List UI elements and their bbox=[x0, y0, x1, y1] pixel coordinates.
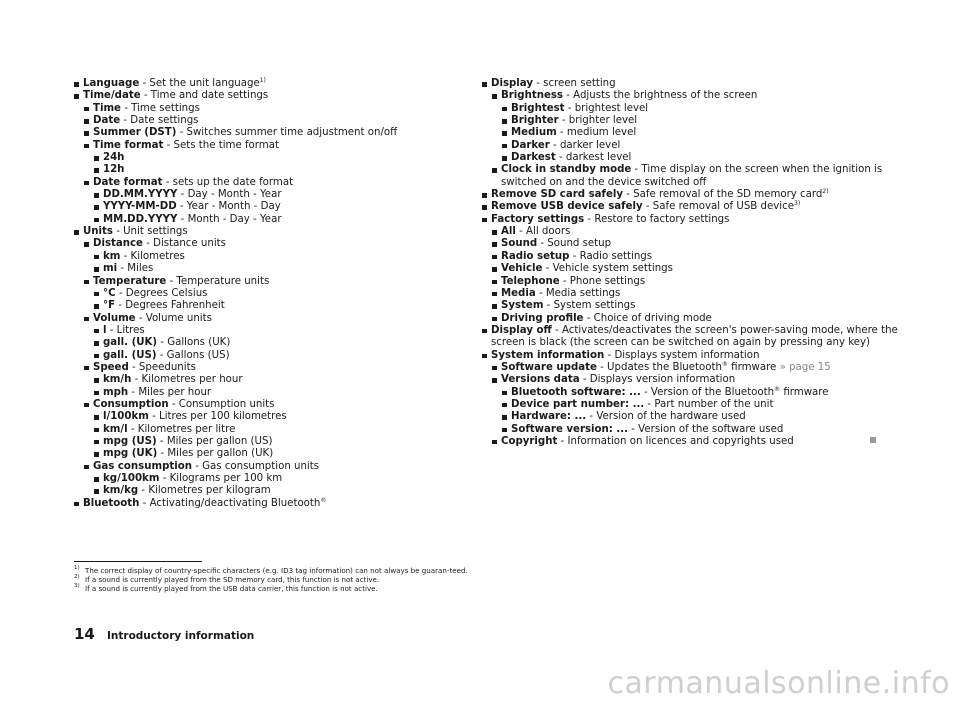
list-item bbox=[74, 127, 474, 139]
item-term: Language bbox=[83, 78, 140, 89]
bullet-icon bbox=[84, 119, 89, 124]
list-item bbox=[74, 498, 474, 510]
list-item bbox=[482, 288, 902, 300]
bullet-icon bbox=[74, 502, 79, 507]
bullet-icon bbox=[84, 317, 89, 322]
item-description: - Unit settings bbox=[112, 226, 188, 238]
list-item bbox=[482, 374, 902, 386]
item-term: gall. (US) bbox=[103, 349, 157, 361]
item-term: Medium bbox=[511, 127, 557, 139]
list-item bbox=[74, 350, 474, 362]
item-description: - Degrees Celsius bbox=[115, 287, 208, 299]
list-item bbox=[482, 362, 902, 374]
footnote bbox=[74, 566, 469, 575]
bullet-icon bbox=[492, 280, 497, 285]
item-description: - Adjusts the brightness of the screen bbox=[563, 90, 758, 102]
bullet-icon bbox=[94, 156, 99, 161]
item-term: Brighter bbox=[511, 115, 559, 127]
item-description: - Switches summer time adjustment on/off bbox=[176, 127, 398, 139]
list-item bbox=[74, 448, 474, 460]
item-description: - Consumption units bbox=[168, 398, 275, 410]
bullet-icon bbox=[94, 304, 99, 309]
bullet-icon bbox=[502, 119, 507, 124]
item-term: Brightness bbox=[501, 90, 563, 102]
item-description: - Updates the Bluetooth bbox=[596, 361, 722, 373]
item-description: - Set the unit language bbox=[139, 78, 260, 89]
item-description: - Volume units bbox=[135, 312, 212, 324]
list-item bbox=[482, 226, 902, 238]
item-description: - Gas consumption units bbox=[191, 460, 320, 472]
item-description: - Sets the time format bbox=[163, 139, 279, 151]
list-item bbox=[74, 374, 474, 386]
item-term: Consumption bbox=[93, 398, 169, 410]
item-term: Time format bbox=[93, 139, 164, 151]
bullet-icon bbox=[94, 477, 99, 482]
item-term: kg/100km bbox=[103, 473, 160, 484]
item-description: - Phone settings bbox=[559, 275, 646, 287]
list-item bbox=[74, 238, 474, 250]
item-term: Software update bbox=[501, 361, 597, 373]
list-item bbox=[74, 288, 474, 300]
item-description: - Miles per hour bbox=[128, 386, 212, 398]
list-item bbox=[482, 313, 902, 325]
bullet-icon bbox=[84, 242, 89, 247]
item-term: YYYY-MM-DD bbox=[103, 201, 177, 213]
item-description: - System settings bbox=[543, 300, 636, 312]
item-description: - Part number of the unit bbox=[644, 398, 774, 410]
bullet-icon bbox=[502, 415, 507, 420]
item-term: MM.DD.YYYY bbox=[103, 213, 178, 225]
item-term: mpg (UK) bbox=[103, 448, 158, 460]
bullet-icon bbox=[502, 144, 507, 149]
item-description: - Time settings bbox=[120, 102, 200, 114]
list-item bbox=[74, 424, 474, 436]
item-description: - Safe removal of USB device bbox=[642, 201, 794, 213]
superscript: ® bbox=[320, 496, 327, 504]
item-description: - Year - Month - Day bbox=[176, 201, 281, 213]
item-description: - darker level bbox=[549, 139, 621, 151]
item-term: Media bbox=[501, 287, 536, 299]
item-term: Summer (DST) bbox=[93, 127, 177, 139]
bullet-icon bbox=[84, 107, 89, 112]
item-term: Sound bbox=[501, 238, 538, 250]
bullet-icon bbox=[492, 378, 497, 383]
item-term: km/l bbox=[103, 423, 128, 435]
bullet-icon bbox=[94, 489, 99, 494]
bullet-icon bbox=[492, 94, 497, 99]
item-term: Date format bbox=[93, 176, 163, 188]
bullet-icon bbox=[482, 218, 487, 223]
bullet-icon bbox=[74, 82, 79, 87]
watermark: carmanualsonline.info bbox=[607, 666, 950, 701]
bullet-icon bbox=[492, 242, 497, 247]
item-term: Telephone bbox=[501, 275, 560, 287]
bullet-icon bbox=[492, 292, 497, 297]
item-description-cont: firmware bbox=[780, 386, 829, 398]
item-description: - Day - Month - Year bbox=[177, 189, 282, 201]
item-description: - Miles per gallon (UK) bbox=[157, 448, 274, 460]
item-term: Temperature bbox=[93, 275, 167, 287]
item-term: Radio setup bbox=[501, 250, 570, 262]
superscript: ® bbox=[721, 360, 728, 368]
bullet-icon bbox=[84, 181, 89, 186]
list-item bbox=[482, 300, 902, 312]
item-description: - Temperature units bbox=[166, 275, 270, 287]
item-description: - Degrees Fahrenheit bbox=[115, 300, 225, 312]
item-description-cont: firmware bbox=[727, 361, 780, 373]
list-item bbox=[482, 238, 902, 250]
bullet-icon bbox=[94, 255, 99, 260]
list-item bbox=[74, 177, 474, 189]
item-description: - Version of the software used bbox=[628, 423, 784, 435]
bullet-icon bbox=[74, 230, 79, 235]
bullet-icon bbox=[84, 131, 89, 136]
item-term: Driving profile bbox=[501, 312, 584, 324]
item-description: - Kilometres bbox=[120, 250, 185, 262]
item-term: mph bbox=[103, 386, 129, 398]
list-item bbox=[482, 164, 902, 189]
list-item bbox=[74, 189, 474, 201]
list-item bbox=[74, 313, 474, 325]
footnote bbox=[74, 584, 469, 593]
item-description: - Litres per 100 kilometres bbox=[148, 411, 287, 423]
list-item bbox=[482, 127, 902, 139]
list-item bbox=[482, 90, 902, 102]
item-term: Time bbox=[93, 102, 121, 114]
bullet-icon bbox=[502, 131, 507, 136]
item-description: - Kilometres per kilogram bbox=[138, 485, 271, 497]
item-description: - Displays version information bbox=[579, 374, 736, 386]
bullet-icon bbox=[94, 168, 99, 173]
bullet-icon bbox=[502, 156, 507, 161]
item-term: °C bbox=[103, 287, 116, 299]
item-description: - Speedunits bbox=[128, 361, 196, 373]
list-item bbox=[482, 399, 902, 411]
bullet-icon bbox=[492, 317, 497, 322]
list-item bbox=[74, 78, 474, 90]
footnote-text: If a sound is currently played from the SD memory card, this function is not active. bbox=[85, 575, 380, 585]
list-item bbox=[74, 436, 474, 448]
right-column bbox=[482, 78, 902, 448]
list-item bbox=[482, 189, 902, 201]
footnote-number: 2) bbox=[74, 574, 80, 581]
list-item bbox=[482, 387, 902, 399]
item-description: - Kilograms per 100 km bbox=[159, 473, 283, 484]
item-term: Copyright bbox=[501, 435, 558, 447]
item-term: Remove SD card safely bbox=[491, 189, 623, 201]
item-term: Darkest bbox=[511, 152, 556, 164]
bullet-icon bbox=[94, 292, 99, 297]
item-description: - Activating/deactivating Bluetooth bbox=[139, 497, 321, 509]
bullet-icon bbox=[492, 267, 497, 272]
bullet-icon bbox=[84, 403, 89, 408]
item-term: Display off bbox=[491, 324, 552, 336]
list-item bbox=[482, 152, 902, 164]
page-number: 14 bbox=[74, 625, 95, 643]
item-description: - Restore to factory settings bbox=[584, 213, 730, 225]
bullet-icon bbox=[482, 193, 487, 198]
list-item bbox=[482, 263, 902, 275]
list-item bbox=[74, 214, 474, 226]
bullet-icon bbox=[492, 230, 497, 235]
bullet-icon bbox=[492, 255, 497, 260]
bullet-icon bbox=[84, 144, 89, 149]
bullet-icon bbox=[94, 205, 99, 210]
list-item bbox=[74, 251, 474, 263]
item-term: DD.MM.YYYY bbox=[103, 189, 178, 201]
item-description: - Time display on the screen when the ignition is switched on and the device switched off bbox=[501, 164, 883, 188]
list-item bbox=[74, 387, 474, 399]
list-item bbox=[482, 411, 902, 423]
list-item bbox=[74, 485, 474, 497]
bullet-icon bbox=[492, 304, 497, 309]
footnote-number: 3) bbox=[74, 583, 80, 590]
bullet-icon bbox=[94, 193, 99, 198]
item-term: Date bbox=[93, 115, 121, 127]
item-description: - Activates/deactivates the screen's power-saving mode, where the screen is black (the screen can be switched on again by pressing any key) bbox=[491, 324, 898, 349]
item-description: - Litres bbox=[106, 324, 145, 336]
item-term: Display bbox=[491, 78, 533, 89]
item-term: Vehicle bbox=[501, 263, 543, 275]
superscript: 1) bbox=[259, 77, 266, 84]
bullet-icon bbox=[94, 378, 99, 383]
list-item bbox=[482, 350, 902, 362]
item-term: Versions data bbox=[501, 374, 580, 386]
list-item bbox=[74, 90, 474, 102]
bullet-icon bbox=[94, 452, 99, 457]
list-item bbox=[74, 263, 474, 275]
page-reference-link[interactable]: » page 15 bbox=[779, 361, 831, 373]
bullet-icon bbox=[482, 205, 487, 210]
list-item bbox=[74, 164, 474, 176]
list-item bbox=[482, 436, 902, 448]
item-description: - Gallons (US) bbox=[156, 349, 230, 361]
list-item bbox=[74, 103, 474, 115]
item-term: km bbox=[103, 250, 121, 262]
item-term: All bbox=[501, 226, 516, 238]
bullet-icon bbox=[94, 267, 99, 272]
item-term: mi bbox=[103, 263, 118, 275]
list-item bbox=[482, 140, 902, 152]
bullet-icon bbox=[502, 107, 507, 112]
item-term: Clock in standby mode bbox=[501, 164, 632, 176]
list-item bbox=[482, 325, 902, 350]
end-of-section-marker bbox=[870, 437, 876, 443]
item-description: - screen setting bbox=[533, 78, 616, 89]
bullet-icon bbox=[94, 440, 99, 445]
bullet-icon bbox=[502, 391, 507, 396]
bullet-icon bbox=[492, 168, 497, 173]
list-item bbox=[74, 325, 474, 337]
item-description: - Gallons (UK) bbox=[157, 337, 231, 349]
item-description: - darkest level bbox=[555, 152, 632, 164]
list-item bbox=[74, 300, 474, 312]
item-description: - Distance units bbox=[142, 238, 226, 250]
item-description: - brighter level bbox=[558, 115, 638, 127]
bullet-icon bbox=[84, 366, 89, 371]
list-item bbox=[74, 337, 474, 349]
item-term: Bluetooth bbox=[83, 497, 140, 509]
item-term: l bbox=[103, 324, 107, 336]
list-item bbox=[74, 461, 474, 473]
bullet-icon bbox=[94, 391, 99, 396]
item-term: Units bbox=[83, 226, 113, 238]
bullet-icon bbox=[84, 465, 89, 470]
list-item bbox=[74, 362, 474, 374]
item-term: Factory settings bbox=[491, 213, 585, 225]
item-term: Software version: ... bbox=[511, 423, 629, 435]
bullet-icon bbox=[94, 218, 99, 223]
item-term: Device part number: ... bbox=[511, 398, 645, 410]
list-item bbox=[74, 399, 474, 411]
item-description: - Date settings bbox=[120, 115, 199, 127]
item-term: Distance bbox=[93, 238, 143, 250]
item-term: Time/date bbox=[83, 90, 141, 102]
list-item bbox=[74, 140, 474, 152]
item-term: 24h bbox=[103, 152, 125, 164]
bullet-icon bbox=[84, 280, 89, 285]
list-item bbox=[74, 276, 474, 288]
bullet-icon bbox=[94, 341, 99, 346]
bullet-icon bbox=[74, 94, 79, 99]
item-description: - Month - Day - Year bbox=[177, 213, 282, 225]
footnote-number: 1) bbox=[74, 565, 80, 571]
bullet-icon bbox=[482, 354, 487, 359]
item-term: System information bbox=[491, 349, 605, 361]
list-item bbox=[482, 78, 902, 90]
list-item bbox=[482, 115, 902, 127]
item-description: - Radio settings bbox=[569, 250, 653, 262]
footnote bbox=[74, 575, 469, 584]
item-term: Gas consumption bbox=[93, 460, 192, 472]
item-term: l/100km bbox=[103, 411, 149, 423]
bullet-icon bbox=[492, 366, 497, 371]
item-description: - Information on licences and copyrights used bbox=[557, 435, 794, 447]
bullet-icon bbox=[502, 403, 507, 408]
item-term: 12h bbox=[103, 164, 125, 176]
list-item bbox=[482, 276, 902, 288]
bullet-icon bbox=[94, 329, 99, 334]
item-term: km/kg bbox=[103, 485, 139, 497]
bullet-icon bbox=[492, 440, 497, 445]
item-term: Hardware: ... bbox=[511, 411, 587, 423]
item-description: - Displays system information bbox=[604, 349, 760, 361]
bullet-icon bbox=[94, 428, 99, 433]
footnote-text: The correct display of country-specific characters (e.g. ID3 tag information) can not always be guaran-teed. bbox=[85, 566, 468, 575]
item-term: Brightest bbox=[511, 102, 565, 114]
item-description: - Sound setup bbox=[537, 238, 612, 250]
item-description: - Miles per gallon (US) bbox=[156, 435, 273, 447]
bullet-icon bbox=[482, 82, 487, 87]
item-description: - Kilometres per hour bbox=[131, 374, 243, 386]
item-description: - Miles bbox=[117, 263, 154, 275]
item-description: - sets up the date format bbox=[162, 176, 294, 188]
list-item bbox=[74, 473, 474, 485]
bullet-icon bbox=[94, 354, 99, 359]
item-term: °F bbox=[103, 300, 116, 312]
item-description: - brightest level bbox=[564, 102, 649, 114]
item-term: Speed bbox=[93, 361, 129, 373]
item-description: - Version of the Bluetooth bbox=[640, 386, 775, 398]
item-term: mpg (US) bbox=[103, 435, 157, 447]
item-description: - All doors bbox=[515, 226, 571, 238]
item-term: System bbox=[501, 300, 544, 312]
list-item bbox=[482, 251, 902, 263]
list-item bbox=[482, 424, 902, 436]
section-title: Introductory information bbox=[107, 630, 255, 642]
item-description: - Safe removal of the SD memory card bbox=[623, 189, 823, 201]
bullet-icon bbox=[94, 415, 99, 420]
list-item bbox=[482, 201, 902, 213]
item-description: - medium level bbox=[556, 127, 637, 139]
item-description: - Choice of driving mode bbox=[583, 312, 712, 324]
list-item bbox=[482, 103, 902, 115]
footnote-rule bbox=[74, 561, 202, 562]
bullet-icon bbox=[482, 329, 487, 334]
list-item bbox=[74, 201, 474, 213]
footnote-text: If a sound is currently played from the USB data carrier, this function is not active. bbox=[85, 584, 378, 594]
bullet-icon bbox=[502, 428, 507, 433]
item-description: - Vehicle system settings bbox=[542, 263, 673, 275]
item-description: - Media settings bbox=[535, 287, 621, 299]
list-item bbox=[74, 115, 474, 127]
item-term: Remove USB device safely bbox=[491, 201, 643, 213]
item-description: - Version of the hardware used bbox=[586, 411, 746, 423]
item-term: Darker bbox=[511, 139, 550, 151]
footnotes bbox=[74, 566, 469, 594]
item-description: - Kilometres per litre bbox=[127, 423, 236, 435]
item-term: km/h bbox=[103, 374, 132, 386]
superscript: ® bbox=[774, 385, 781, 393]
item-description: - Time and date settings bbox=[140, 90, 269, 102]
list-item bbox=[482, 214, 902, 226]
list-item bbox=[74, 152, 474, 164]
superscript: 3) bbox=[794, 200, 801, 208]
item-term: Volume bbox=[93, 312, 136, 324]
list-item bbox=[74, 411, 474, 423]
superscript: 2) bbox=[822, 188, 829, 196]
item-term: Bluetooth software: ... bbox=[511, 386, 641, 398]
list-item bbox=[74, 226, 474, 238]
item-term: gall. (UK) bbox=[103, 337, 158, 349]
left-column bbox=[74, 78, 474, 510]
